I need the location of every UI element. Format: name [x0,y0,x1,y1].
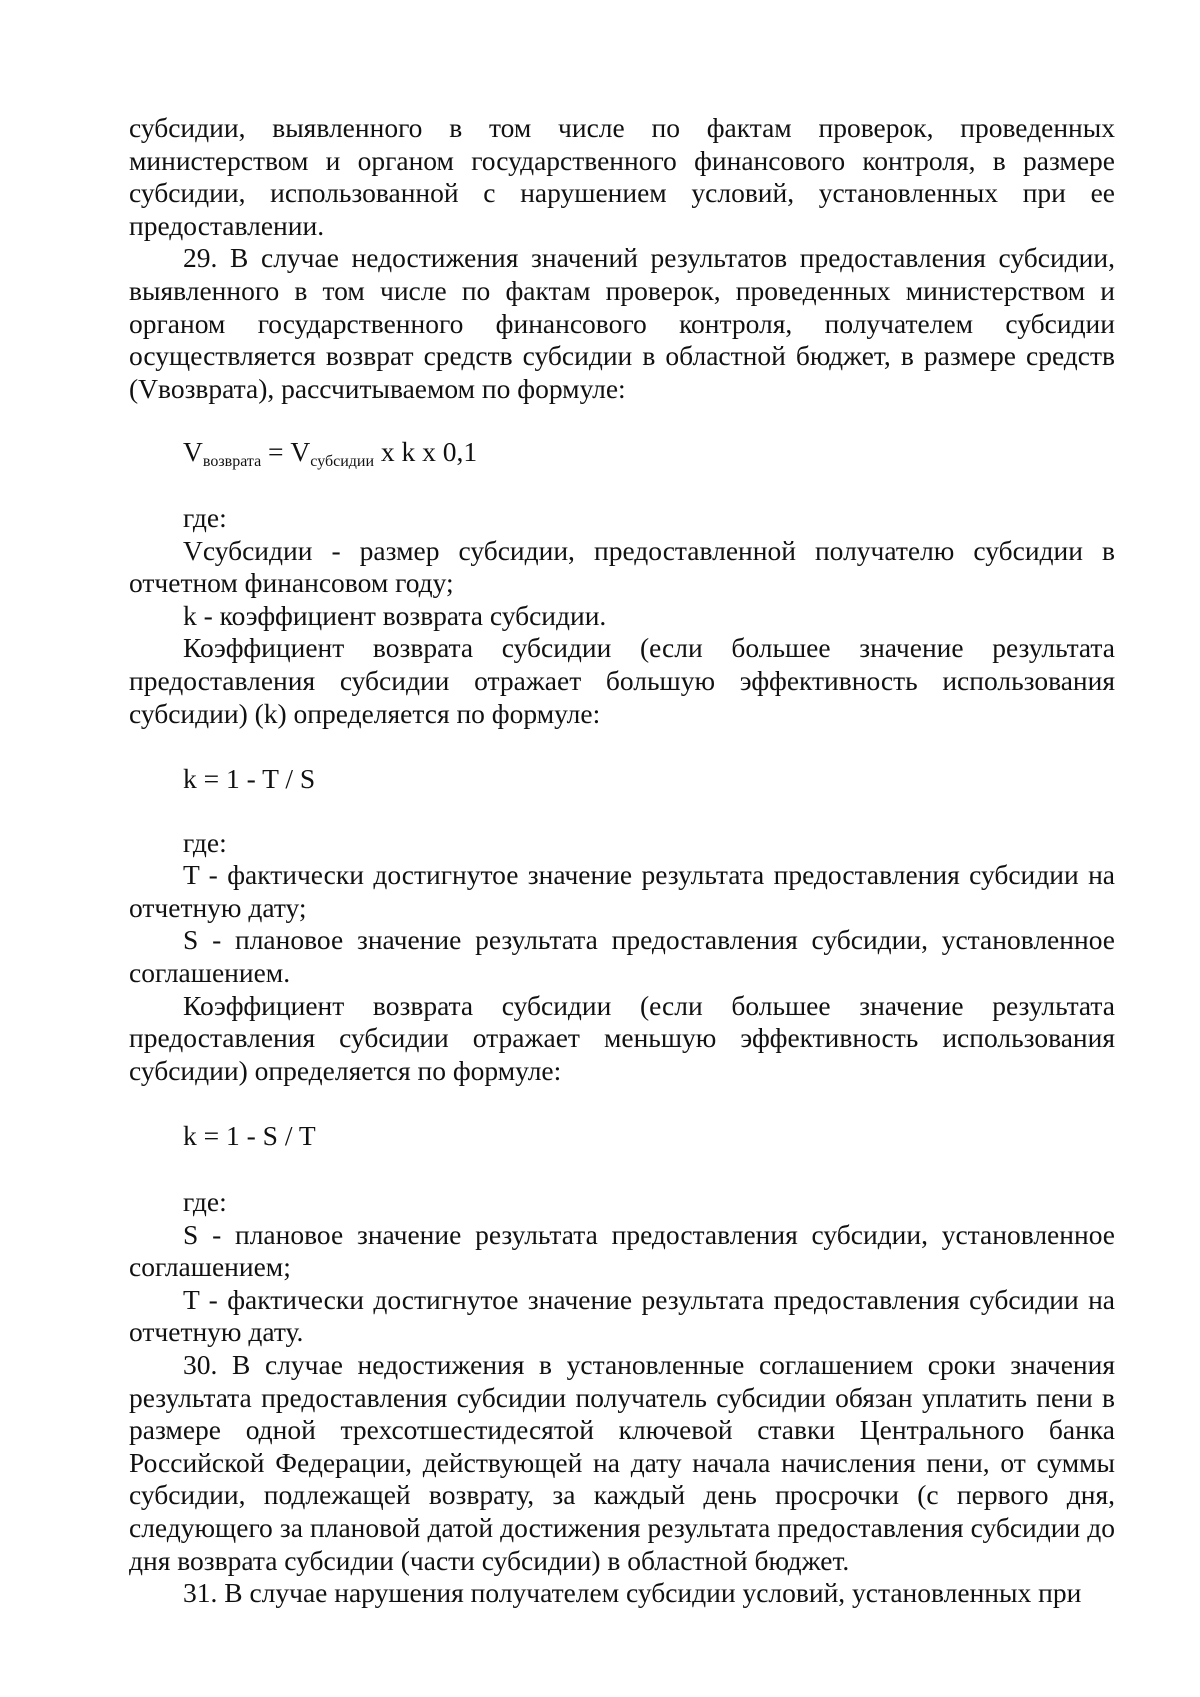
definition-s-1: S - плановое значение результата предоставления субсидии, установленное соглашением. [129,924,1115,989]
formula-v-subsidy-subscript: субсидии [310,453,375,471]
formula-equals-v: = V [261,436,311,468]
coefficient-paragraph-2: Коэффициент возврата субсидии (если большее значение результата предоставления субсидии отражает меньшую эффективность использования субсидии) определяется по формуле: [129,989,1115,1086]
formula-refund [129,436,1115,469]
paragraph-28-end: субсидии, выявленного в том числе по фактам проверок, проведенных министерством и органом государственного финансового контроля, в размере субсидии, использованной с нарушением условий, установленных при ее предоставлении. [129,112,1115,241]
definition-t-1: T - фактически достигнутое значение результата предоставления субсидии на отчетную дату; [129,859,1115,923]
definition-v-subsidy: Vсубсидии - размер субсидии, предоставленной получателю субсидии в отчетном финансовом году; [129,534,1115,599]
formula-k-t-over-s: k = 1 - T / S [183,763,316,795]
paragraph-30: 30. В случае недостижения в установленные соглашением сроки значения результата предоставления субсидии получатель субсидии обязан уплатить пени в размере одной трехсотшестидесятой ключевой ставки Центрального банка Российской Федерации, действующей на дату начала начисления пени, от суммы субсидии, подлежащей возврату, за каждый день просрочки (с первого дня, следующего за плановой датой достижения результата предоставления субсидии до дня возврата субсидии (части субсидии) в областной бюджет. [129,1349,1115,1576]
formula-k-s-over-t: k = 1 - S / T [183,1120,316,1152]
document-page [129,112,1115,1610]
paragraph-29: 29. В случае недостижения значений результатов предоставления субсидии, выявленного в том числе по фактам проверок, проведенных министерством и органом государственного финансового контроля, получателем субсидии осуществляется возврат средств субсидии в областной бюджет, в размере средств (Vвозврата), рассчитываемом по формуле: [129,242,1115,404]
definition-k: k - коэффициент возврата субсидии. [183,599,607,631]
definition-s-2: S - плановое значение результата предоставления субсидии, установленное соглашением; [129,1218,1115,1283]
formula-v-symbol: V [183,436,203,468]
formula-v-refund-subscript: возврата [202,453,262,471]
formula-multipliers: x k x 0,1 [374,436,478,468]
where-label-1: где: [183,501,227,533]
where-label-2: где: [183,826,227,858]
paragraph-31-start: 31. В случае нарушения получателем субсидии условий, установленных при [183,1577,1082,1609]
where-label-3: где: [183,1186,227,1218]
coefficient-paragraph-1: Коэффициент возврата субсидии (если большее значение результата предоставления субсидии отражает большую эффективность использования субсидии) (k) определяется по формуле: [129,632,1115,729]
definition-t-2: T - фактически достигнутое значение результата предоставления субсидии на отчетную дату. [129,1283,1115,1348]
